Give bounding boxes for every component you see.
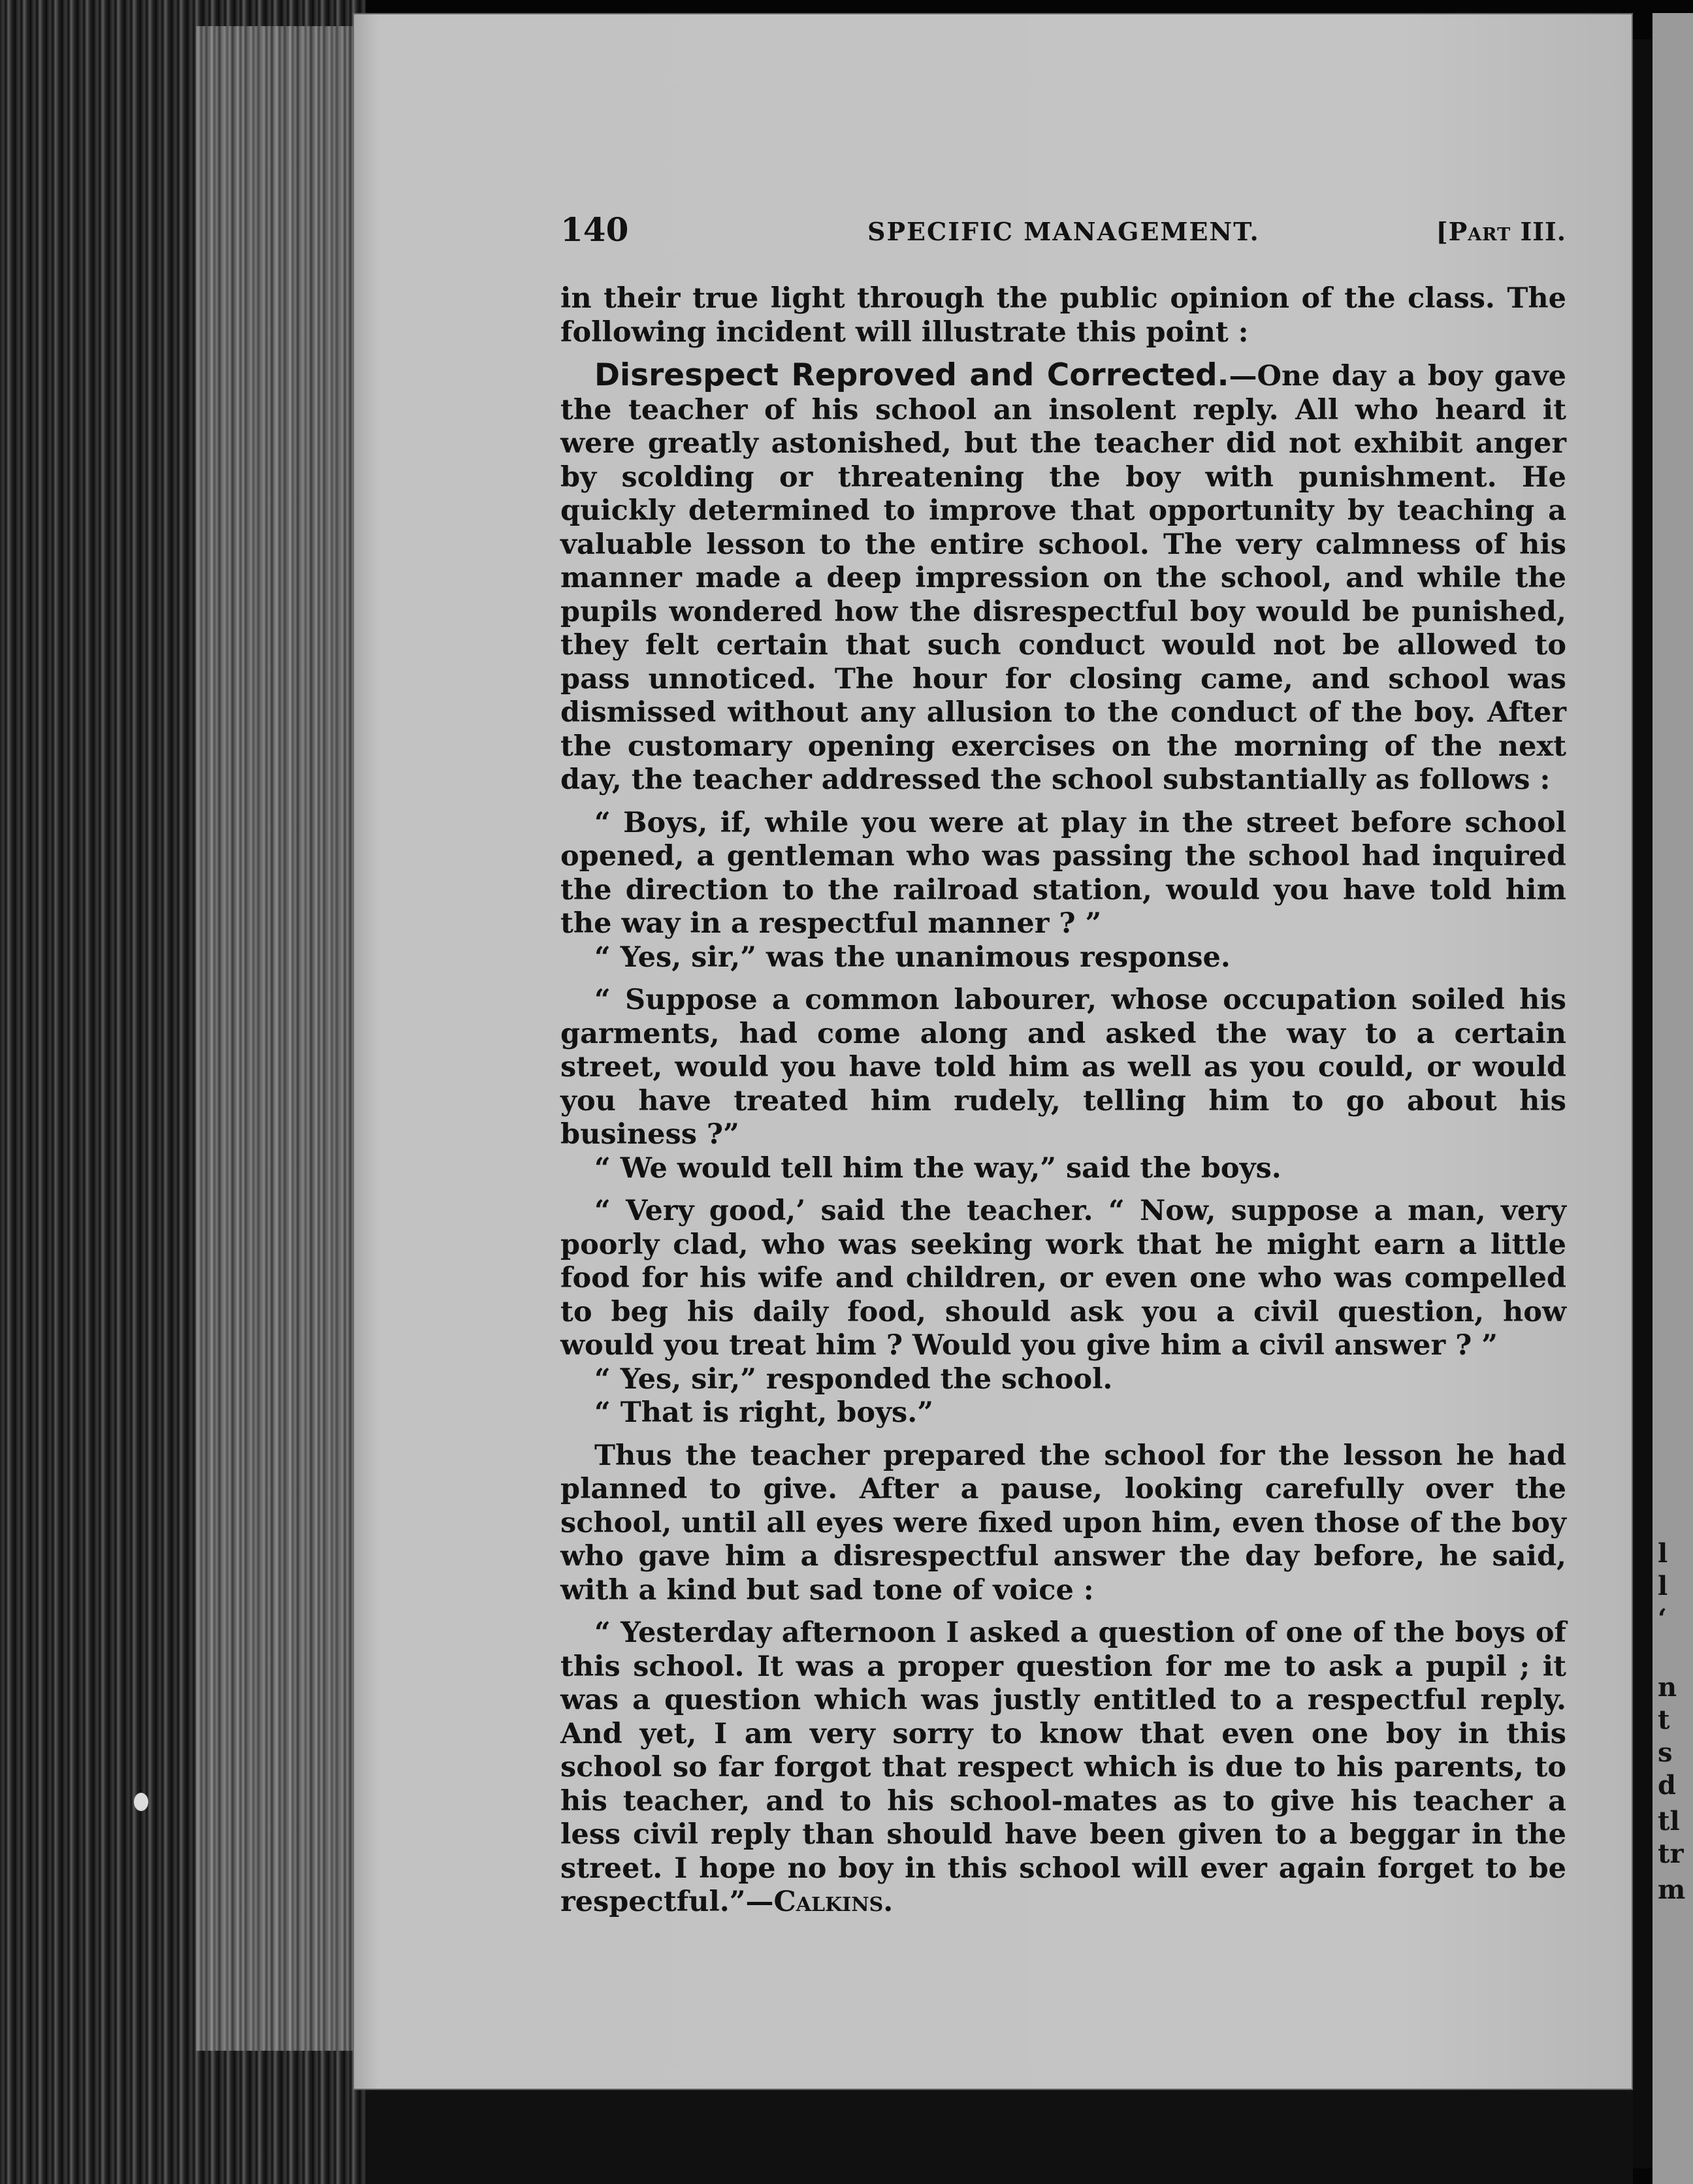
body-text bbox=[560, 282, 1566, 1919]
paragraph-teacher-speech bbox=[560, 1616, 1566, 1919]
next-page-letter: l bbox=[1658, 1538, 1668, 1569]
speech-text: “ Yesterday afternoon I asked a question of one of the boys of this school. It was a proper question for me to ask a pupil ; it was a question which was justly entitled to a respectful reply. And yet, I am very sorry to know that even one boy in this school so far forgot that respect which is due to his parents, to his teacher, and to his school-mates as to give his teacher a less civil reply than should have been given to a beggar in the street. I hope no boy in this school will ever again forget to be respectful.” bbox=[560, 1616, 1566, 1918]
section-heading: Disrespect Reproved and Corrected. bbox=[594, 357, 1229, 393]
paragraph-quote-labourer: “ Suppose a common labourer, whose occupation soiled his garments, had come along and asked the way to a certain street, would you have told him as well as you could, or would you have treated him rudely, telling him to go about his business ?” bbox=[560, 984, 1566, 1151]
next-page-letter: t bbox=[1658, 1705, 1670, 1735]
paragraph-quote-poor-man: “ Very good,’ said the teacher. “ Now, suppose a man, very poorly clad, who was seeking work that he might earn a little food for his wife and children, or even one who was compelled to beg his daily food, should ask you a civil question, how would you treat him ? Would you give him a civil answer ? ” bbox=[560, 1195, 1566, 1362]
next-page-letter: n bbox=[1658, 1672, 1677, 1703]
page-number: 140 bbox=[560, 210, 629, 249]
next-page-letter: m bbox=[1658, 1874, 1686, 1905]
next-page-letter: s bbox=[1658, 1737, 1673, 1768]
paragraph-school-reply: “ Yes, sir,” responded the school. bbox=[594, 1362, 1113, 1396]
next-page-fragment bbox=[1653, 13, 1693, 2184]
gutter-shadow bbox=[1633, 39, 1653, 2168]
paragraph-response: “ Yes, sir,” was the unanimous response. bbox=[594, 940, 1231, 974]
page-content bbox=[560, 210, 1566, 1919]
paragraph-intro: in their true light through the public opinion of the class. The following incident will illustrate this point : bbox=[560, 282, 1566, 349]
next-page-letter: tr bbox=[1658, 1839, 1684, 1869]
running-title: SPECIFIC MANAGEMENT. bbox=[867, 217, 1260, 246]
part-label: [Part III. bbox=[1436, 217, 1566, 246]
stack-spot bbox=[134, 1793, 148, 1811]
paragraph-preparation: Thus the teacher prepared the school for the lesson he had planned to give. After a pause, looking carefully over the school, until all eyes were fixed upon him, even those of the boy who gave him a disrespectful answer the day before, he said, with a kind but sad tone of voice : bbox=[560, 1439, 1566, 1607]
paragraph-quote-station: “ Boys, if, while you were at play in the street before school opened, a gentleman who was passing the school had inquired the direction to the railroad station, would you have told him the way in a respectful manner ? ” bbox=[560, 806, 1566, 940]
next-page-letter: ‘ bbox=[1658, 1603, 1667, 1634]
incident-text: —One day a boy gave the teacher of his school an insolent reply. All who heard it were greatly astonished, but the teacher did not exhibit anger by scolding or threatening the boy with punishment. He quickly determined to improve that opportunity by teaching a valuable lesson to the entire school. The very calmness of his manner made a deep impression on the school, and while the pupils wondered how the disrespectful boy would be punished, they felt certain that such conduct would not be allowed to pass unnoticed. The hour for closing came, and school was dismissed without any allusion to the conduct of the boy. After the customary opening exercises on the morning of the next day, the teacher addressed the school substantially as follows : bbox=[560, 360, 1566, 796]
scan-border bbox=[366, 2090, 1633, 2184]
running-head bbox=[560, 210, 1566, 256]
attribution: —Calkins. bbox=[745, 1886, 894, 1918]
paragraph-right-boys: “ That is right, boys.” bbox=[594, 1396, 933, 1429]
page-stack-leaves bbox=[196, 26, 366, 2051]
paragraph-boys-reply: “ We would tell him the way,” said the boys. bbox=[594, 1151, 1282, 1185]
next-page-letter: tl bbox=[1658, 1806, 1680, 1837]
next-page-letter: l bbox=[1658, 1571, 1668, 1601]
paragraph-incident bbox=[560, 359, 1566, 797]
next-page-letter: d bbox=[1658, 1770, 1676, 1801]
